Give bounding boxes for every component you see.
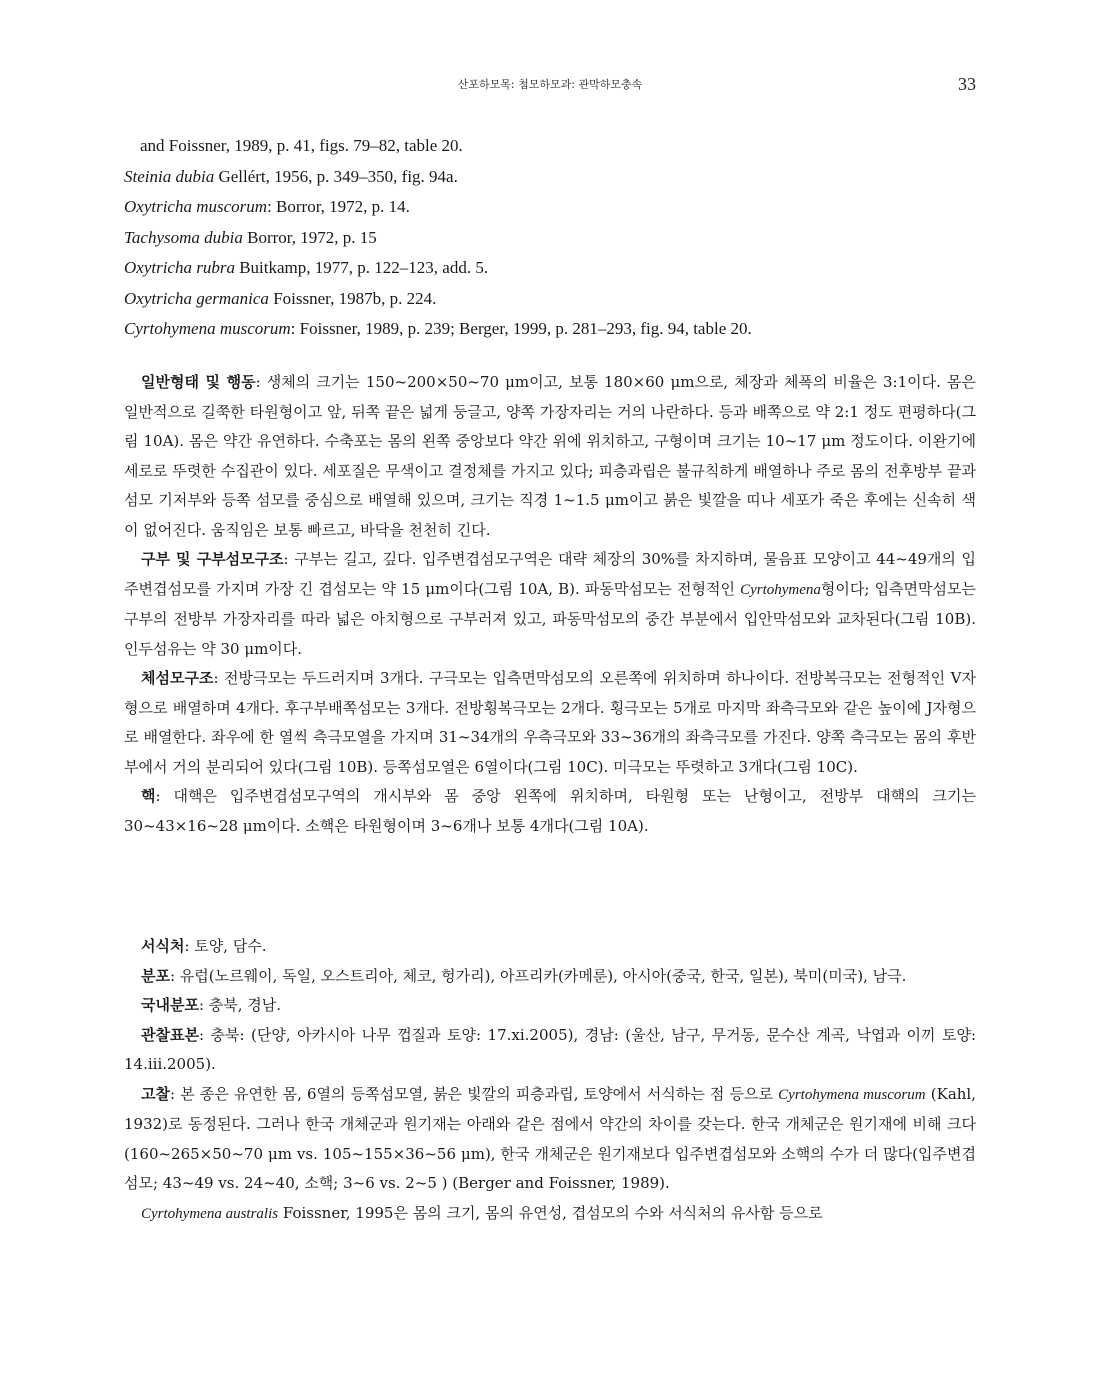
paragraph-text: : 토양, 담수. bbox=[184, 937, 267, 955]
running-title: 산포하모목: 첨모하모과: 관막하모충속 bbox=[457, 78, 643, 91]
paragraph-text: : 충북: (단양, 아카시아 나무 껍질과 토양: 17.xi.2005), 경남: (울산, 남구, 무거동, 문수산 계곡, 낙엽과 이끼 토양: 14.iii.2005). bbox=[124, 1025, 976, 1073]
synonym-text: Gellért, 1956, p. 349–350, fig. 94a. bbox=[214, 166, 458, 186]
section-heading: 관찰표본 bbox=[141, 1025, 199, 1044]
paragraph-text: : 본 종은 유연한 몸, 6열의 등쪽섬모열, 붉은 빛깔의 피층과립, 토양에서 서식하는 점 등으로 bbox=[169, 1084, 779, 1103]
synonym-entry bbox=[124, 192, 976, 223]
synonym-text: : Borror, 1972, p. 14. bbox=[267, 197, 410, 216]
synonym-text: and Foissner, 1989, p. 41, figs. 79–82, table 20. bbox=[140, 136, 463, 155]
synonym-entry bbox=[124, 253, 976, 284]
species-name: Cyrtohymena australis bbox=[141, 1205, 279, 1222]
synonym-taxon: Oxytricha muscorum bbox=[124, 197, 268, 216]
synonym-taxon: Cyrtohymena muscorum bbox=[124, 319, 291, 338]
genus-name: Cyrtohymena bbox=[740, 581, 821, 598]
description-section bbox=[124, 368, 976, 841]
synonym-taxon: Oxytricha rubra bbox=[124, 258, 235, 277]
paragraph-text: : 유럽(노르웨이, 독일, 오스트리아, 체코, 헝가리), 아프리카(카메룬), 아시아(중국, 한국, 일본), 북미(미국), 남극. bbox=[169, 966, 907, 985]
habitat-paragraph bbox=[124, 932, 976, 962]
specimens-paragraph bbox=[124, 1021, 976, 1080]
synonymy-list bbox=[124, 131, 976, 345]
species-name: Cyrtohymena muscorum bbox=[778, 1086, 926, 1103]
paragraph-text: : 생체의 크기는 150~200×50~70 μm이고, 보통 180×60 μm으로, 체장과 체폭의 비율은 3:1이다. 몸은 일반적으로 길쭉한 타원형이고 앞, 뒤쪽 끝은 넓게 둥글고, 양쪽 가장자리는 거의 나란하다. 등과 배쪽으로 약 2:1 정도 편평하다(그림 10A). 몸은 약간 유연하다. 수축포는 몸의 왼쪽 중앙보다 약간 위에 위치하고, 구형이며 크기는 10~17 μm 정도이다. 이완기에 세로로 뚜렷한 수집관이 있다. 세포질은 무색이고 결정체를 가지고 있다; 피층과립은 불규칙하게 배열하나 주로 몸의 전후방부 끝과 섬모 기저부와 등쪽 섬모를 중심으로 배열해 있으며, 크기는 직경 1~1.5 μm이고 붉은 빛깔을 띠나 세포가 죽은 후에는 신속히 색이 없어진다. 움직임은 보통 빠르고, 바닥을 천천히 긴다. bbox=[124, 373, 976, 539]
page-header bbox=[124, 74, 976, 98]
section-heading: 분포 bbox=[141, 966, 170, 985]
synonym-text: : Foissner, 1989, p. 239; Berger, 1999, p. 281–293, fig. 94, table 20. bbox=[290, 319, 752, 338]
somatic-ciliature-paragraph bbox=[124, 664, 976, 782]
section-heading: 국내분포 bbox=[141, 996, 199, 1014]
records-section bbox=[124, 932, 976, 1229]
paragraph-text: : 구부는 길고, 깊다. 입주변겹섬모구역은 대략 체장의 30%를 차지하며, 물음표 모양이고 44~49개의 입주변겹섬모를 가지며 가장 긴 겹섬모는 약 15 μm이다(그림 10A, B). 파동막섬모는 전형적인 bbox=[124, 550, 976, 598]
section-heading: 일반형태 및 행동 bbox=[141, 373, 256, 391]
synonym-text: Borror, 1972, p. 15 bbox=[242, 227, 377, 247]
paragraph-text: : 충북, 경남. bbox=[198, 996, 282, 1014]
synonym-entry bbox=[124, 131, 976, 162]
section-heading: 서식처 bbox=[141, 937, 185, 955]
synonym-taxon: Steinia dubia bbox=[124, 166, 215, 186]
synonym-entry bbox=[124, 162, 976, 193]
paragraph-text: 형이다; 입측면막섬모는 구부의 전방부 가장자리를 따라 넓은 아치형으로 구부러져 있고, 파동막섬모의 중간 부분에서 입안막섬모와 교차된다(그림 10B). 인두섬유는 약 30 μm이다. bbox=[124, 579, 976, 658]
section-heading: 구부 및 구부섬모구조 bbox=[141, 550, 284, 568]
distribution-paragraph bbox=[124, 962, 976, 992]
oral-structure-paragraph bbox=[124, 545, 976, 664]
korea-distribution-paragraph bbox=[124, 991, 976, 1021]
remarks-paragraph bbox=[124, 1080, 976, 1199]
comparison-paragraph bbox=[124, 1199, 976, 1230]
nuclear-apparatus-paragraph bbox=[124, 782, 976, 841]
page-number: 33 bbox=[958, 74, 976, 94]
synonym-entry bbox=[124, 314, 976, 345]
paragraph-text: : 전방극모는 두드러지며 3개다. 구극모는 입측면막섬모의 오른쪽에 위치하며 하나이다. 전방복극모는 전형적인 V자형으로 배열하며 4개다. 후구부배쪽섬모는 3개다. 전방횡복극모는 2개다. 횡극모는 5개로 마지막 좌측극모와 같은 높이에 J자형으로 배열한다. 좌우에 한 열씩 측극모열을 가지며 31~34개의 우측극모와 33~36개의 좌측극모를 가진다. 양쪽 측극모는 몸의 후반부에서 거의 분리되어 있다(그림 10B). 등쪽섬모열은 6열이다(그림 10C). 미극모는 뚜렷하고 3개다(그림 10C). bbox=[124, 669, 976, 776]
synonym-taxon: Oxytricha germanica bbox=[124, 288, 269, 308]
general-morphology-paragraph bbox=[124, 368, 976, 545]
synonym-entry bbox=[124, 284, 976, 315]
section-heading: 고찰 bbox=[141, 1084, 170, 1103]
section-heading: 체섬모구조 bbox=[141, 669, 214, 687]
section-heading: 핵 bbox=[141, 787, 156, 805]
synonym-text: Buitkamp, 1977, p. 122–123, add. 5. bbox=[234, 258, 489, 277]
paragraph-text: : 대핵은 입주변겹섬모구역의 개시부와 몸 중앙 왼쪽에 위치하며, 타원형 또는 난형이고, 전방부 대핵의 크기는 30~43×16~28 μm이다. 소핵은 타원형이며 3~6개나 보통 4개다(그림 10A). bbox=[124, 787, 976, 835]
synonym-entry bbox=[124, 223, 976, 254]
synonym-taxon: Tachysoma dubia bbox=[124, 227, 243, 247]
synonym-text: Foissner, 1987b, p. 224. bbox=[268, 288, 437, 308]
paragraph-text: (Kahl, 1932)로 동정된다. 그러나 한국 개체군과 원기재는 아래와 같은 점에서 약간의 차이를 갖는다. 한국 개체군은 원기재에 비해 크다(160~265×50~70 μm vs. 105~155×36~56 μm), 한국 개체군은 원기재보다 입주변겹섬모와 소핵의 수가 더 많다(입주변겹섬모; 43~49 vs. 24~40, 소핵; 3~6 vs. 2~5 ) (Berger and Foissner, 1989). bbox=[124, 1084, 976, 1192]
paragraph-text: Foissner, 1995은 몸의 크기, 몸의 유연성, 겹섬모의 수와 서식처의 유사함 등으로 bbox=[278, 1203, 823, 1222]
